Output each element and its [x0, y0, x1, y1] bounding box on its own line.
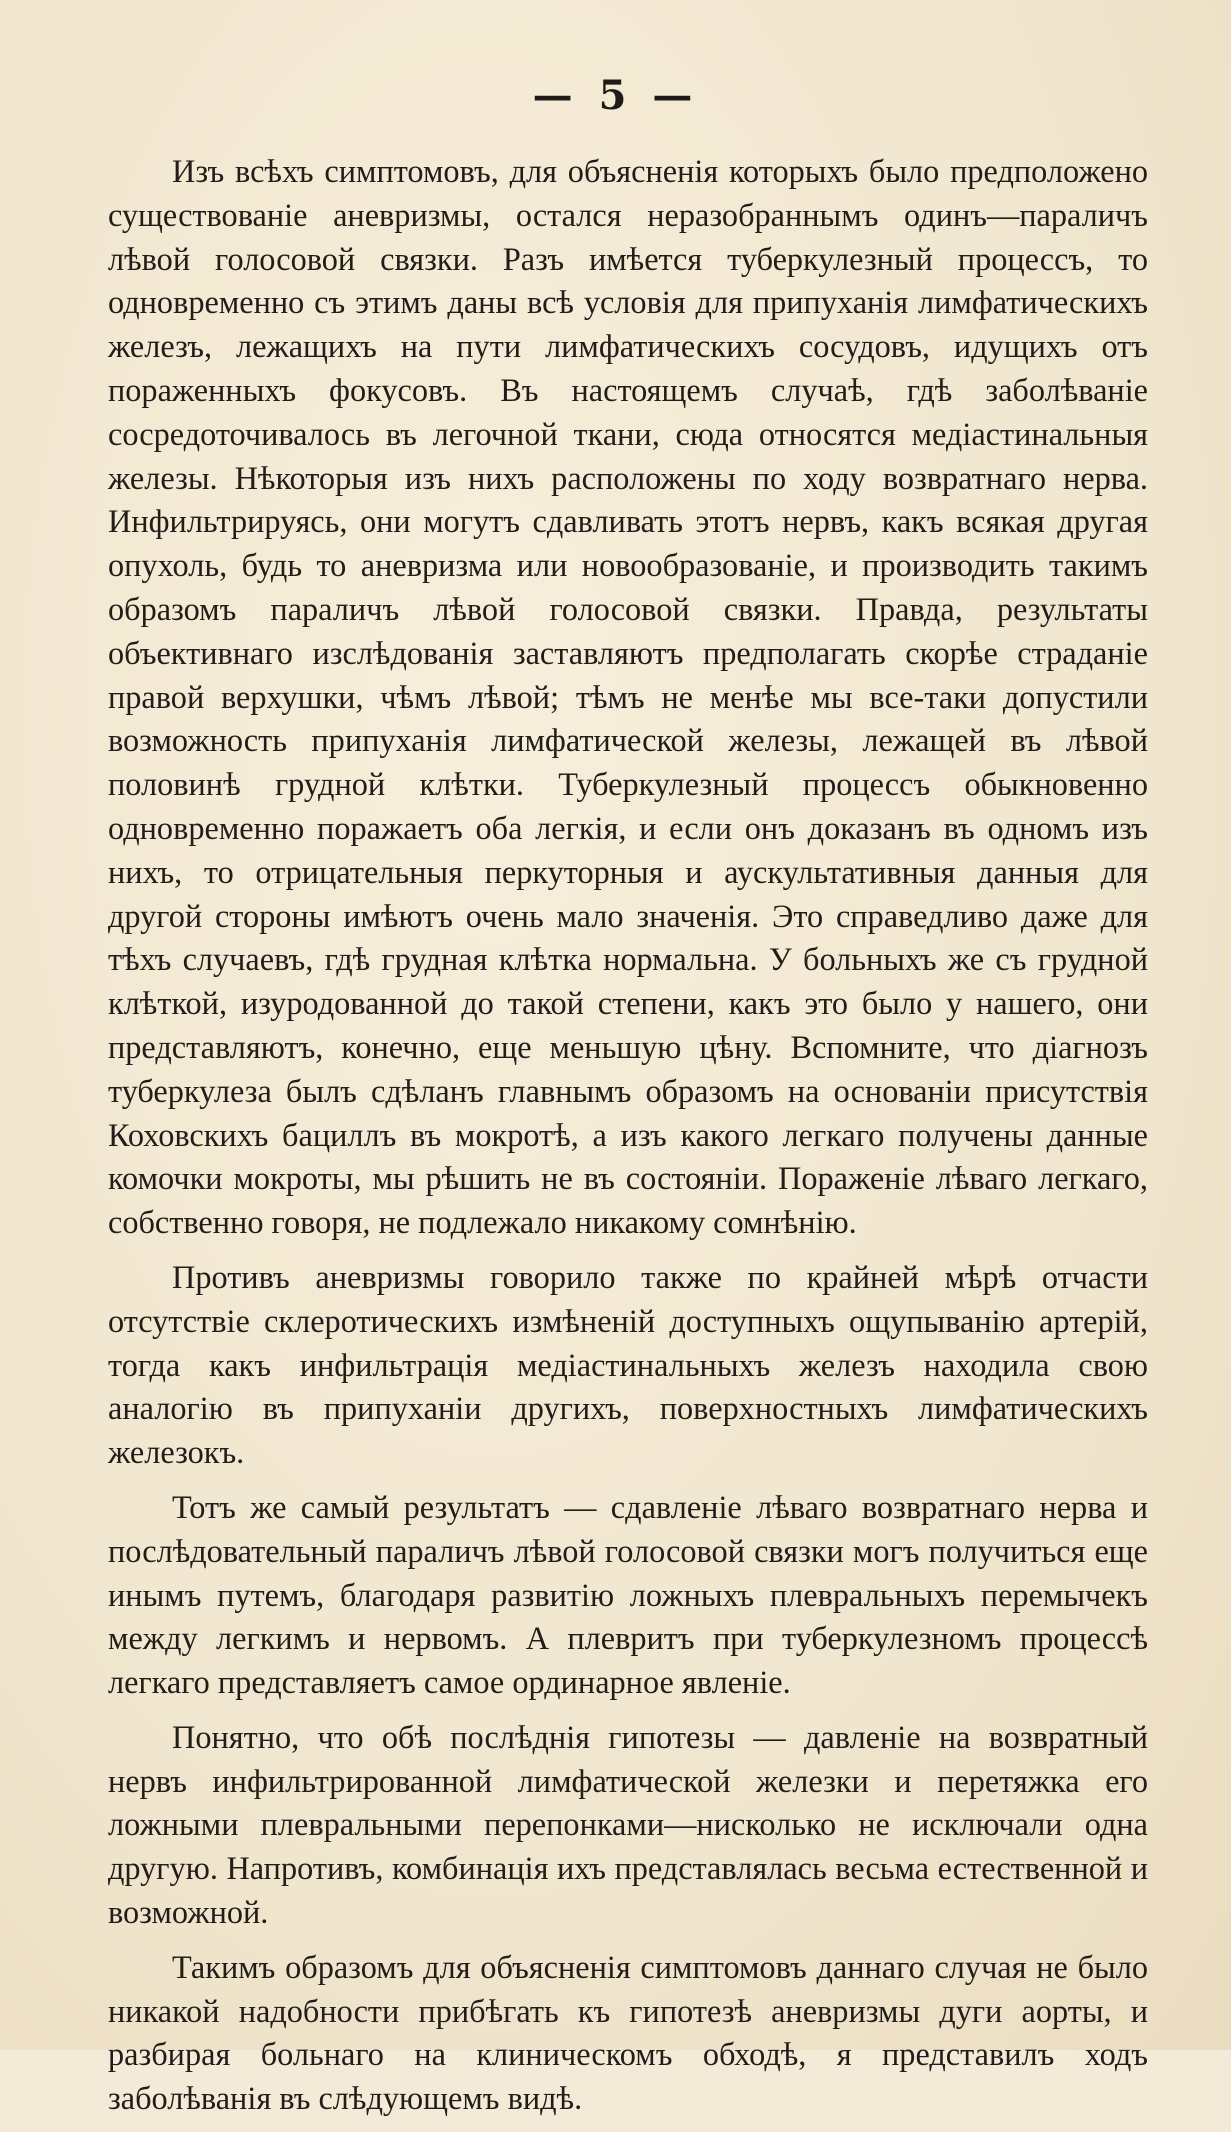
paragraph: Изъ всѣхъ симптомовъ, для объясненія которыхъ было предположено существованіе аневризмы, остался неразобраннымъ одинъ—параличъ лѣвой голосовой связки. Разъ имѣется туберкулезный процессъ, то одновременно съ этимъ даны всѣ условія для припуханія лимфатическихъ железъ, лежащихъ на пути лимфатическихъ сосудовъ, идущихъ отъ пораженныхъ фокусовъ. Въ настоящемъ случаѣ, гдѣ заболѣваніе сосредоточивалось въ легочной ткани, сюда относятся медіастинальныя железы. Нѣкоторыя изъ нихъ расположены по ходу возвратнаго нерва. Инфильтрируясь, они могутъ сдавливать этотъ нервъ, какъ всякая другая опухоль, будь то аневризма или новообразованіе, и производить такимъ образомъ параличъ лѣвой голосовой связки. Правда, результаты объективнаго изслѣдованія заставляютъ предполагать скорѣе страданіе правой верхушки, чѣмъ лѣвой; тѣмъ не менѣе мы все-таки допустили возможность припуханія лимфатической железы, лежащей въ лѣвой половинѣ грудной клѣтки. Туберкулезный процессъ обыкновенно одновременно поражаетъ оба легкія, и если онъ доказанъ въ одномъ изъ нихъ, то отрицательныя перкуторныя и аускультативныя данныя для другой стороны имѣютъ очень мало значенія. Это справедливо даже для тѣхъ случаевъ, гдѣ грудная клѣтка нормальна. У больныхъ же съ грудной клѣткой, изуродованной до такой степени, какъ это было у нашего, они представляютъ, конечно, еще меньшую цѣну. Вспомните, что діагнозъ туберкулеза былъ сдѣланъ главнымъ образомъ на основаніи присутствія Коховскихъ бациллъ въ мокротѣ, а изъ какого легкаго получены данные комочки мокроты, мы рѣшить не въ состояніи. Пораженіе лѣваго легкаго, собственно говоря, не подлежало никакому сомнѣнію. — [108, 153, 1148, 1241]
paragraph: Противъ аневризмы говорило также по крайней мѣрѣ отчасти отсутствіе склеротическихъ измѣненій доступныхъ ощупыванію артерій, тогда какъ инфильтрація медіастинальныхъ железъ находила свою аналогію въ припуханіи другихъ, поверхностныхъ лимфатическихъ железокъ. — [108, 1258, 1148, 1471]
paragraph: Понятно, что обѣ послѣднія гипотезы — давленіе на возвратный нервъ инфильтрированной лимфатической железки и перетяжка его ложными плевральными перепонками—нисколько не исключали одна другую. Напротивъ, комбинація ихъ представлялась весьма естественной и возможной. — [108, 1718, 1148, 1931]
paragraph: Такимъ образомъ для объясненія симптомовъ даннаго случая не было никакой надобности прибѣгать къ гипотезѣ аневризмы дуги аорты, и разбирая больнаго на клиническомъ обходѣ, я представилъ ходъ заболѣванія въ слѣдующемъ видѣ. — [108, 1948, 1148, 2117]
paragraph: Тотъ же самый результатъ — сдавленіе лѣваго возвратнаго нерва и послѣдовательный параличъ лѣвой голосовой связки могъ получиться еще инымъ путемъ, благодаря развитію ложныхъ плевральныхъ перемычекъ между легкимъ и нервомъ. А плевритъ при туберкулезномъ процессѣ легкаго представляетъ самое ординарное явленіе. — [108, 1488, 1148, 1701]
page-number: — 5 — — [532, 72, 699, 119]
body-text — [108, 150, 1148, 2132]
